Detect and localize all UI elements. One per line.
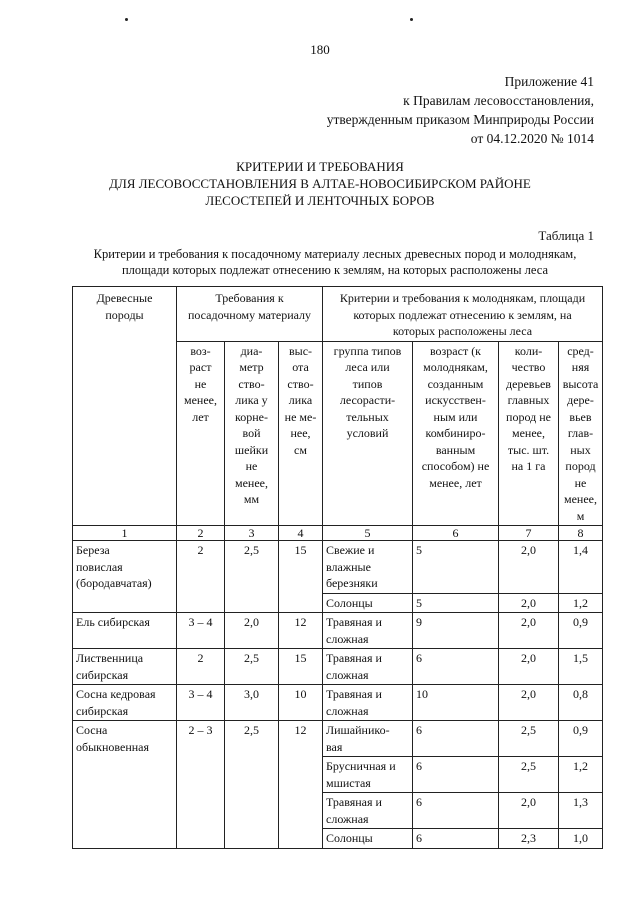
caption-line-1: Критерии и требования к посадочному материалу лесных древесных пород и молоднякам, xyxy=(93,247,577,261)
document-title xyxy=(0,158,640,209)
page-number: 180 xyxy=(310,42,330,57)
column-number: 6 xyxy=(413,526,499,541)
forest-type: Травяная и сложная xyxy=(323,613,413,649)
scan-dot-right xyxy=(410,18,413,21)
column-number: 8 xyxy=(559,526,603,541)
mean-height: 0,8 xyxy=(559,685,603,721)
header-species: Древесные породы xyxy=(73,287,177,342)
young-age: 6 xyxy=(413,829,499,849)
forest-type: Травяная и сложная xyxy=(323,649,413,685)
species-name: Береза повислая (бородавчатая) xyxy=(73,541,177,613)
mean-height: 1,3 xyxy=(559,793,603,829)
planting-height: 15 xyxy=(279,649,323,685)
forest-type: Солонцы xyxy=(323,593,413,613)
young-age: 5 xyxy=(413,541,499,594)
young-age: 10 xyxy=(413,685,499,721)
tree-count: 2,0 xyxy=(499,793,559,829)
planting-diameter: 2,0 xyxy=(225,613,279,649)
planting-age: 2 xyxy=(177,649,225,685)
table-row xyxy=(73,649,603,685)
table-row xyxy=(73,721,603,757)
tree-count: 2,0 xyxy=(499,685,559,721)
column-number: 1 xyxy=(73,526,177,541)
annex-block xyxy=(327,72,594,148)
scan-dot-left xyxy=(125,18,128,21)
young-age: 6 xyxy=(413,793,499,829)
planting-age: 2 xyxy=(177,541,225,613)
column-number: 7 xyxy=(499,526,559,541)
header-row-top xyxy=(73,287,603,342)
header-age-min: воз- раст не менее, лет xyxy=(177,341,225,526)
mean-height: 1,5 xyxy=(559,649,603,685)
planting-height: 12 xyxy=(279,613,323,649)
header-forest-type: группа типов леса или типов лесорасти- тельных условий xyxy=(323,341,413,526)
planting-age: 3 – 4 xyxy=(177,685,225,721)
criteria-table xyxy=(72,286,603,849)
title-line-2: ДЛЯ ЛЕСОВОССТАНОВЛЕНИЯ В АЛТАЕ-НОВОСИБИРСКОМ РАЙОНЕ xyxy=(109,176,531,191)
tree-count: 2,5 xyxy=(499,757,559,793)
planting-diameter: 2,5 xyxy=(225,541,279,613)
table-row xyxy=(73,685,603,721)
tree-count: 2,3 xyxy=(499,829,559,849)
tree-count: 2,0 xyxy=(499,593,559,613)
mean-height: 0,9 xyxy=(559,613,603,649)
column-number: 2 xyxy=(177,526,225,541)
mean-height: 1,2 xyxy=(559,757,603,793)
annex-line-1: Приложение 41 xyxy=(504,74,594,89)
column-number: 4 xyxy=(279,526,323,541)
forest-type: Травяная и сложная xyxy=(323,685,413,721)
planting-diameter: 3,0 xyxy=(225,685,279,721)
forest-type: Травяная и сложная xyxy=(323,793,413,829)
table-caption xyxy=(70,246,600,278)
planting-diameter: 2,5 xyxy=(225,649,279,685)
young-age: 5 xyxy=(413,593,499,613)
planting-age: 2 – 3 xyxy=(177,721,225,849)
young-age: 6 xyxy=(413,757,499,793)
planting-diameter: 2,5 xyxy=(225,721,279,849)
species-name: Ель сибирская xyxy=(73,613,177,649)
forest-type: Свежие и влажные березняки xyxy=(323,541,413,594)
table-row xyxy=(73,613,603,649)
species-name: Сосна кедровая сибирская xyxy=(73,685,177,721)
planting-height: 10 xyxy=(279,685,323,721)
tree-count: 2,0 xyxy=(499,613,559,649)
tree-count: 2,5 xyxy=(499,721,559,757)
header-species-continued xyxy=(73,341,177,526)
annex-line-3: утвержденным приказом Минприроды России xyxy=(326,112,594,127)
caption-line-2: площади которых подлежат отнесению к землям, на которых расположены леса xyxy=(121,263,549,277)
column-number-row xyxy=(73,526,603,541)
mean-height: 0,9 xyxy=(559,721,603,757)
column-number: 5 xyxy=(323,526,413,541)
column-number: 3 xyxy=(225,526,279,541)
header-tree-count: коли- чество деревьев главных пород не менее, тыс. шт. на 1 га xyxy=(499,341,559,526)
header-young-group: Критерии и требования к молоднякам, площади которых подлежат отнесению к землям, на которых расположены леса xyxy=(323,287,603,342)
young-age: 6 xyxy=(413,721,499,757)
tree-count: 2,0 xyxy=(499,541,559,594)
forest-type: Солонцы xyxy=(323,829,413,849)
young-age: 9 xyxy=(413,613,499,649)
header-diameter: диа- метр ство- лика у корне- вой шейки не менее, мм xyxy=(225,341,279,526)
table-row xyxy=(73,541,603,594)
species-name: Лиственница сибирская xyxy=(73,649,177,685)
mean-height: 1,0 xyxy=(559,829,603,849)
header-mean-height: сред- няя высота дере- вьев глав- ных пород не менее, м xyxy=(559,341,603,526)
species-name: Сосна обыкновенная xyxy=(73,721,177,849)
annex-line-4: от 04.12.2020 № 1014 xyxy=(470,131,594,146)
header-planting-group: Требования к посадочному материалу xyxy=(177,287,323,342)
mean-height: 1,2 xyxy=(559,593,603,613)
table-label: Таблица 1 xyxy=(538,228,594,243)
annex-line-2: к Правилам лесовосстановления, xyxy=(403,93,594,108)
forest-type: Брусничная и мшистая xyxy=(323,757,413,793)
young-age: 6 xyxy=(413,649,499,685)
header-young-age: возраст (к молоднякам, созданным искусствен- ным или комбиниро- ванным способом) не менее, лет xyxy=(413,341,499,526)
planting-height: 12 xyxy=(279,721,323,849)
header-row-sub xyxy=(73,341,603,526)
title-line-3: ЛЕСОСТЕПЕЙ И ЛЕНТОЧНЫХ БОРОВ xyxy=(205,193,435,208)
planting-age: 3 – 4 xyxy=(177,613,225,649)
forest-type: Лишайнико- вая xyxy=(323,721,413,757)
tree-count: 2,0 xyxy=(499,649,559,685)
mean-height: 1,4 xyxy=(559,541,603,594)
title-line-1: КРИТЕРИИ И ТРЕБОВАНИЯ xyxy=(236,159,404,174)
header-height: выс- ота ство- лика не ме- нее, см xyxy=(279,341,323,526)
planting-height: 15 xyxy=(279,541,323,613)
